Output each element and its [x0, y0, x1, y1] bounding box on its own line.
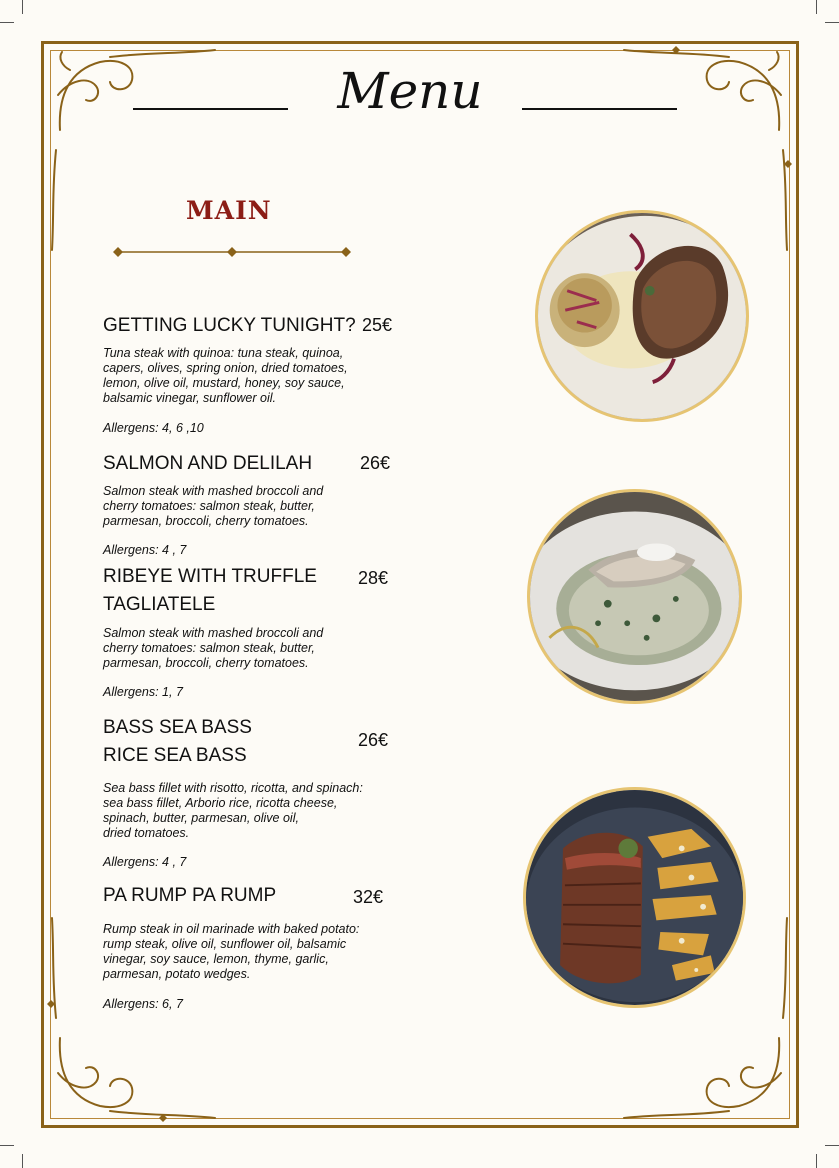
page-title: Menu	[337, 62, 483, 120]
dish-price: 25€	[362, 315, 393, 335]
dish-price: 28€	[358, 568, 389, 588]
dish-name: GETTING LUCKY TUNIGHT?	[103, 315, 356, 336]
rump-steak-potato-photo	[523, 787, 746, 1008]
dish-name: BASS SEA BASS RICE SEA BASS	[103, 717, 252, 766]
dish-description: Salmon steak with mashed broccoli and cherry tomatoes: salmon steak, butter, parmesan, broccoli, cherry tomatoes.	[103, 484, 324, 528]
tuna-quinoa-plate-photo	[535, 210, 749, 422]
dish-name: PA RUMP PA RUMP	[103, 885, 277, 906]
dish-name: SALMON AND DELILAH	[103, 453, 313, 474]
sea-bass-risotto-plate-photo	[527, 489, 742, 704]
dish-price: 26€	[360, 453, 391, 473]
dish-allergens: Allergens: 4, 6 ,10	[103, 421, 204, 435]
dish-description: Salmon steak with mashed broccoli and cherry tomatoes: salmon steak, butter, parmesan, broccoli, cherry tomatoes.	[103, 626, 324, 670]
dish-description: Tuna steak with quinoa: tuna steak, quinoa, capers, olives, spring onion, dried tomatoes, lemon, olive oil, mustard, honey, soy sauce, balsamic vinegar, sunflower oil.	[103, 346, 348, 405]
dish-description: Sea bass fillet with risotto, ricotta, and spinach: sea bass fillet, Arborio rice, ricotta cheese, spinach, butter, parmesan, olive oil, dried tomatoes.	[103, 781, 363, 840]
title-left-line	[133, 108, 288, 110]
dish-price: 32€	[353, 887, 384, 907]
dish-allergens: Allergens: 4 , 7	[103, 855, 187, 869]
dish-allergens: Allergens: 1, 7	[103, 685, 183, 699]
section-title: MAIN	[186, 196, 272, 225]
title-right-line	[522, 108, 677, 110]
dish-allergens: Allergens: 4 , 7	[103, 543, 187, 557]
dish-description: Rump steak in oil marinade with baked potato: rump steak, olive oil, sunflower oil, balsamic vinegar, soy sauce, lemon, thyme, garlic, parmesan, potato wedges.	[103, 922, 360, 981]
section-divider	[112, 244, 352, 260]
dish-price: 26€	[358, 730, 389, 750]
dish-name: RIBEYE WITH TRUFFLE TAGLIATELE	[103, 566, 317, 615]
dish-allergens: Allergens: 6, 7	[103, 997, 183, 1011]
